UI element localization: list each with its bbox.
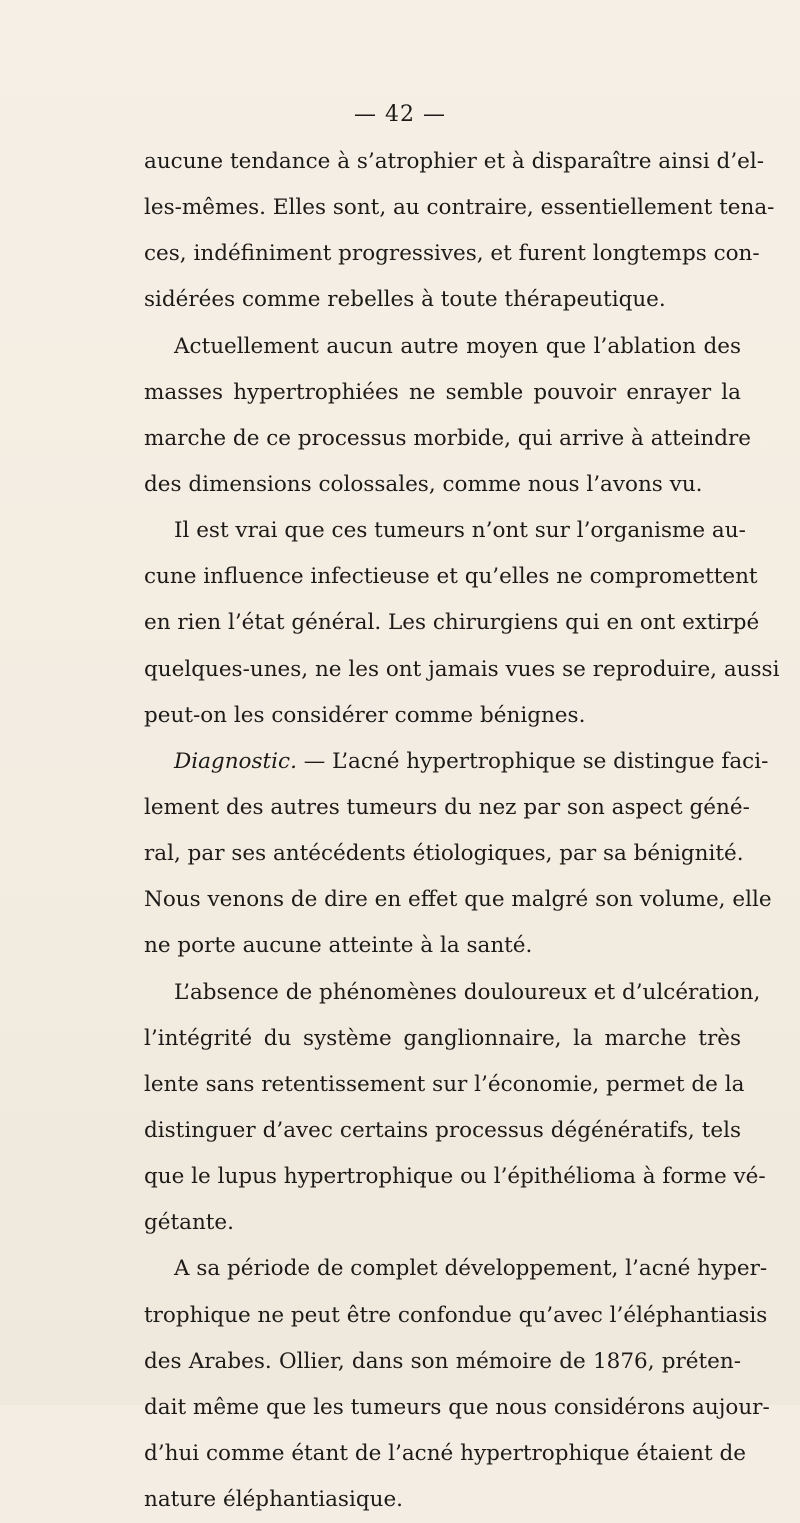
- text-line: Il est vrai que ces tumeurs n’ont sur l’organisme au-: [174, 518, 746, 544]
- text-line: aucune tendance à s’atrophier et à disparaître ainsi d’el-: [144, 149, 765, 174]
- text-line: ne porte aucune atteinte à la santé.: [144, 933, 533, 959]
- text-line: distinguer d’avec certains processus dégénératifs, tels: [144, 1117, 741, 1143]
- text-line: quelques-unes, ne les ont jamais vues se reproduire, aussi: [144, 656, 780, 682]
- text-line: trophique ne peut être confondue qu’avec l’éléphantiasis: [144, 1302, 768, 1328]
- diagnostic-line-text: — L’acné hypertrophique se distingue faci-: [296, 748, 769, 774]
- text-line: que le lupus hypertrophique ou l’épithélioma à forme vé-: [144, 1164, 766, 1190]
- text-line: d’hui comme étant de l’acné hypertrophique étaient de: [144, 1440, 746, 1466]
- text-line: lement des autres tumeurs du nez par son aspect géné-: [144, 794, 750, 820]
- text-line: sidérées comme rebelles à toute thérapeutique.: [144, 287, 666, 313]
- text-line: nature éléphantiasique.: [144, 1487, 403, 1513]
- text-line: marche de ce processus morbide, qui arrive à atteindre: [144, 425, 752, 451]
- text-line: Actuellement aucun autre moyen que l’ablation des: [174, 333, 741, 359]
- text-line: gétante.: [144, 1210, 234, 1236]
- text-line: A sa période de complet développement, l’acné hyper-: [174, 1256, 768, 1282]
- text-line: Nous venons de dire en effet que malgré son volume, elle: [144, 887, 772, 913]
- text-line: l’intégrité du système ganglionnaire, la marche très: [144, 1025, 741, 1051]
- text-line: masses hypertrophiées ne semble pouvoir enrayer la: [144, 379, 741, 405]
- text-line: ral, par ses antécédents étiologiques, par sa bénignité.: [144, 841, 744, 867]
- section-heading-diagnostic: Diagnostic.: [174, 748, 297, 774]
- text-line: cune influence infectieuse et qu’elles ne compromettent: [144, 564, 758, 590]
- text-line: des dimensions colossales, comme nous l’avons vu.: [144, 471, 703, 497]
- page-number: — 42 —: [354, 102, 446, 127]
- text-line: L’absence de phénomènes douloureux et d’ulcération,: [174, 979, 761, 1005]
- body-text: [144, 139, 780, 1523]
- text-line: des Arabes. Ollier, dans son mémoire de 1876, préten-: [144, 1348, 741, 1374]
- text-line: peut-on les considérer comme bénignes.: [144, 702, 586, 728]
- diagnostic-line: [144, 739, 769, 785]
- text-line: lente sans retentissement sur l’économie, permet de la: [144, 1071, 745, 1097]
- text-line: ces, indéfiniment progressives, et furent longtemps con-: [144, 241, 760, 267]
- text-line: en rien l’état général. Les chirurgiens qui en ont extirpé: [144, 610, 760, 636]
- text-line: dait même que les tumeurs que nous considérons aujour-: [144, 1394, 770, 1420]
- text-line: les-mêmes. Elles sont, au contraire, essentiellement tena-: [144, 195, 775, 221]
